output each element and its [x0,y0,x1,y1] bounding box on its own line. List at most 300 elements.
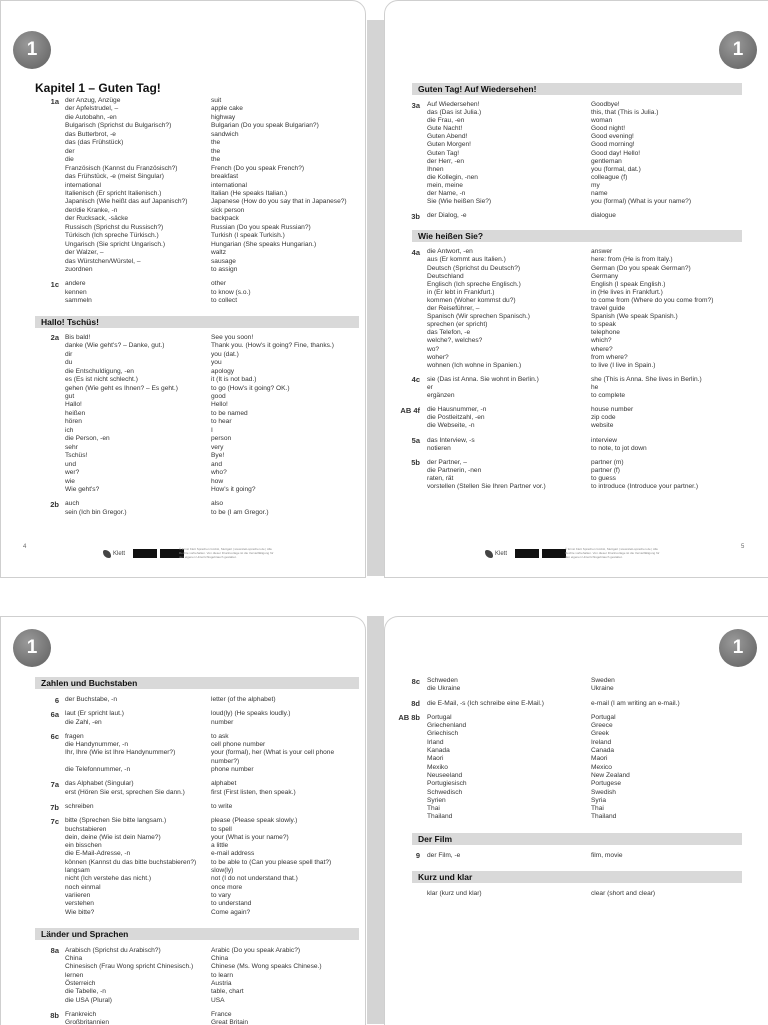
german-term: Deutschland [427,272,464,280]
german-term: der [65,147,75,155]
german-terms [65,803,94,811]
copyright-notice: © Ernst Klett Sprachen GmbH, Stuttgart | www.klett-sprachen.de | Alle Rechte vorbehalten. Von dieser Druckvorlage ist die Vervielfältigung für den eigenen Unterrichtsgebrauch gestattet. [565,547,660,559]
english-translation: number?) [211,757,240,765]
german-term: der Apfelstrudel, – [65,105,119,113]
english-translation: sick person [211,206,245,214]
english-translations [591,890,655,898]
german-term: danke (Wie geht's? – Danke, gut.) [65,342,165,350]
german-terms [427,437,475,453]
german-terms [427,376,539,400]
german-term [65,758,175,766]
english-translation: to learn [211,971,233,979]
english-translation: backpack [211,215,239,223]
german-term: Neuseeland [427,771,463,779]
english-translation: breakfast [211,173,239,181]
page-number: 5 [741,544,745,550]
german-terms [427,406,486,430]
german-term: Französisch (Kannst du Französisch?) [65,164,178,172]
english-translation: once more [211,883,243,891]
german-term: der Reiseführer, – [427,305,480,313]
english-translation: to be able to (Can you please spell that?) [211,858,332,866]
english-translation: Good morning! [591,141,635,149]
english-translation: apple cake [211,105,243,113]
english-translation: which? [591,337,612,345]
english-translation: dialogue [591,212,616,220]
english-translation: Great Britain [211,1019,249,1025]
english-translation: Sweden [591,677,615,684]
english-translation: to come from (Where do you come from?) [591,296,714,304]
german-term: Maori [427,755,444,763]
german-term: Großbritannien [65,1019,109,1025]
section-heading: Wie heißen Sie? [412,230,742,242]
german-term: kennen [65,288,87,296]
german-term: das Würstchen/Würstel, – [65,257,141,265]
german-term: der/die Kranke, -n [65,206,118,214]
german-term: der Buchstabe, -n [65,696,118,703]
german-term: Italienisch (Er spricht Italienisch.) [65,189,162,197]
english-translation: Ukraine [591,685,614,693]
section-heading: Guten Tag! Auf Wiedersehen! [412,83,742,95]
page-number: 4 [23,544,27,550]
exercise-number: 8c [411,676,420,686]
german-term: Russisch (Sprichst du Russisch?) [65,223,164,231]
german-term: kommen (Woher kommst du?) [427,296,516,304]
german-term: Guten Morgen! [427,141,471,149]
english-translation: How's it going? [211,485,256,493]
german-term: die Person, -en [65,435,110,443]
vocabulary-page-7 [384,616,768,1025]
german-term: Wie geht's? [65,485,100,493]
english-translation: your (What is your name?) [211,833,289,841]
english-translation: telephone [591,329,620,337]
chapter-badge: 1 [13,629,51,667]
publisher-logo: Klett [485,549,566,558]
german-term: Englisch (Ich spreche Englisch.) [427,280,521,288]
german-term: wo? [427,345,440,353]
english-translation: Hello! [211,401,228,409]
german-terms [427,714,467,822]
english-translation: to hear [211,418,232,426]
german-term: die E-Mail-Adresse, -n [65,850,131,858]
german-term: Bis bald! [65,333,91,341]
english-translation: I [211,426,213,434]
english-translations [211,280,251,305]
english-translation: phone number [211,766,254,774]
german-term: das Frühstück, -e (meist Singular) [65,173,164,181]
english-translation: number [211,718,234,726]
english-translation: Syria [591,796,607,804]
german-term: Ihnen [427,165,444,173]
german-term: die Zahl, -en [65,718,102,726]
german-terms [65,280,92,305]
english-translation: and [211,460,223,468]
english-translation: first (First listen, then speak.) [211,788,296,796]
german-term: Syrien [427,796,446,804]
english-translation: highway [211,113,236,121]
english-translations [211,334,334,495]
english-translation: Greece [591,722,613,730]
exercise-number: 7c [50,816,59,826]
exercise-number: 5b [411,458,420,468]
german-term: Kanada [427,747,450,755]
english-translation: Swedish [591,788,616,796]
german-terms [65,780,185,797]
german-term: gehen (Wie geht es Ihnen? – Es geht.) [65,384,178,392]
german-term: Tschüs! [65,452,88,460]
english-translation: not (I do not understand that.) [211,875,298,883]
english-translation: to write [211,803,233,810]
english-translation: you (dat.) [211,350,239,358]
section-heading: Hallo! Tschüs! [35,316,359,328]
english-translation: to guess [591,474,616,482]
german-term: in (Er lebt in Frankfurt.) [427,288,495,296]
german-term: Ihr, Ihre (Wie ist Ihre Handynummer?) [65,749,176,757]
english-translation: Canada [591,747,615,755]
german-term: sehr [65,443,78,451]
german-term: die Entschuldigung, -en [65,367,134,375]
english-translation: letter (of the alphabet) [211,696,276,703]
english-translations [211,947,322,1005]
german-terms [65,817,196,917]
english-translation: French (Do you speak French?) [211,164,305,172]
english-translation: Germany [591,272,619,280]
english-translation: international [211,181,247,189]
german-term: wie [65,477,75,485]
exercise-number: 8a [50,946,59,956]
english-translations [211,803,232,811]
german-term: die Autobahn, -en [65,113,117,121]
german-term: Spanisch (Wir sprechen Spanisch.) [427,313,530,321]
english-translation: Greek [591,730,609,738]
german-term: die Hausnummer, -n [427,406,487,414]
english-translation: the [211,147,221,155]
exercise-number: 6c [50,732,59,742]
english-translation: a little [211,842,229,850]
german-term: die Partnerin, -nen [427,466,482,474]
english-translation: answer [591,248,613,256]
german-term: gut [65,392,75,400]
english-translation: Thai [591,805,604,813]
exercise-number: 3b [411,211,420,221]
german-term: Sie (Wie heißen Sie?) [427,198,492,206]
english-translation: in (He lives in Frankfurt.) [591,288,663,296]
exercise-number: 2a [50,333,59,343]
english-translation: Japanese (How do you say that in Japanese?) [211,198,347,206]
german-term: der Film, -e [427,851,461,859]
english-translation: to introduce (Introduce your partner.) [591,482,699,490]
german-term: dein, deine (Wie ist dein Name?) [65,833,161,841]
english-translation: from where? [591,353,628,361]
german-term: der Name, -n [427,190,466,198]
german-term: Griechenland [427,722,467,730]
english-translation: to assign [211,266,238,274]
german-term: Deutsch (Sprichst du Deutsch?) [427,264,521,272]
english-translations [591,459,698,491]
german-term: die Telefonnummer, -n [65,766,131,774]
exercise-number: 1a [50,96,59,106]
german-term: welche?, welches? [427,337,483,345]
german-term: klar (kurz und klar) [427,890,482,898]
german-term: Auf Wiedersehen! [427,101,480,108]
german-term: buchstabieren [65,825,107,833]
german-term: mein, meine [427,181,463,189]
exercise-number: 1c [50,279,59,289]
english-translation: Bulgarian (Do you speak Bulgarian?) [211,122,319,130]
german-term: Griechisch [427,730,459,738]
german-term: aus (Er kommt aus Italien.) [427,256,506,264]
chapter-badge: 1 [13,31,51,69]
english-translation: who? [211,469,227,477]
english-translation: Come again? [211,908,251,916]
english-translation: interview [591,436,618,444]
exercise-number: 6 [54,695,59,705]
english-translation: how [211,477,224,485]
english-translation: other [211,280,227,288]
english-translation: Austria [211,980,232,988]
english-translation: to be named [211,409,248,417]
english-translations [591,677,615,694]
english-translation: cell phone number [211,741,266,749]
english-translation: to complete [591,392,626,400]
english-translation: Mexico [591,763,612,771]
german-terms [65,1011,109,1025]
english-translation: person [211,435,232,443]
exercise-number: 6a [50,709,59,719]
german-terms [65,733,175,774]
german-term: der Anzug, Anzüge [65,97,121,104]
english-translation: where? [591,345,613,353]
german-term: sein (Ich bin Gregor.) [65,508,127,516]
english-translations [591,437,647,453]
german-term: Hallo! [65,401,82,409]
german-term: Wie bitte? [65,908,95,916]
english-translation: Thailand [591,813,617,821]
german-term: der Herr, -en [427,157,465,165]
english-translation: English (I speak English.) [591,280,666,288]
german-term: Österreich [65,980,96,988]
german-term: es (Es ist nicht schlecht.) [65,376,138,384]
english-translation: e-mail (I am writing an e-mail.) [591,699,680,707]
exercise-number: 7a [50,779,59,789]
english-translations [211,710,290,727]
german-terms [65,710,124,727]
german-terms [427,852,460,860]
vocabulary-page-4 [0,0,366,578]
exercise-number: AB 4f [400,405,420,415]
german-term: bitte (Sprechen Sie bitte langsam.) [65,817,167,825]
german-term: woher? [427,353,449,361]
english-translation: you (formal, dat.) [591,165,641,173]
german-term: die Postleitzahl, -en [427,414,485,422]
english-translation: German (Do you speak German?) [591,264,691,272]
german-term: Guten Tag! [427,149,460,157]
english-translations [211,1011,248,1025]
german-term: Schwedisch [427,788,463,796]
exercise-number: 8b [50,1010,59,1020]
exercise-number: 3a [411,100,420,110]
german-term: Portugiesisch [427,780,467,788]
english-translation: apology [211,367,235,375]
english-translation: zip code [591,414,616,422]
german-term: die USA (Plural) [65,996,112,1004]
english-translation: sausage [211,257,236,265]
exercise-number: 4a [411,247,420,257]
german-term: vorstellen (Stellen Sie Ihren Partner vor.) [427,482,546,490]
german-terms [427,459,546,491]
english-translations [591,212,616,220]
german-term: Arabisch (Sprichst du Arabisch?) [65,946,161,954]
binding-gutter [367,616,384,1024]
german-term: andere [65,280,86,288]
english-translation: Italian (He speaks Italian.) [211,189,288,197]
section-heading: Länder und Sprachen [35,928,359,940]
english-translation: USA [211,996,225,1004]
english-translations [211,733,334,774]
english-translation: alphabet [211,780,237,788]
exercise-number: 8d [411,699,420,709]
english-translation: house number [591,406,634,414]
english-translation: table, chart [211,988,244,996]
english-translation: suit [211,97,222,104]
german-terms [65,97,187,275]
german-term: zuordnen [65,266,93,274]
german-terms [427,101,491,206]
english-translation: loud(ly) (He speaks loudly.) [211,710,291,718]
german-term: das Telefon, -e [427,329,471,337]
german-terms [427,890,482,898]
german-term: sammeln [65,297,92,305]
english-translation: Good evening! [591,133,634,141]
german-term: das (das Frühstück) [65,139,124,147]
german-term: die Webseite, -n [427,422,475,430]
english-translation: to vary [211,891,231,899]
english-translation: woman [591,117,613,125]
german-term: variieren [65,891,91,899]
german-term: heißen [65,409,86,417]
german-terms [427,700,544,708]
exercise-number: 4c [411,375,420,385]
english-translations [211,500,269,517]
english-translation: Turkish (I speak Turkish.) [211,232,285,240]
english-translation: the [211,139,221,147]
german-term: und [65,460,77,468]
english-translation: New Zealand [591,771,630,779]
english-translation: colleague (f) [591,173,628,181]
german-term: dir [65,350,73,358]
english-translations [591,406,633,430]
german-term: die Frau, -en [427,117,465,125]
german-term: laut (Er spricht laut.) [65,710,124,718]
german-term: Japanisch (Wie heißt das auf Japanisch?) [65,198,188,206]
german-term: Ungarisch (Sie spricht Ungarisch.) [65,240,166,248]
german-terms [65,334,178,495]
english-translations [591,852,623,860]
german-term: auch [65,500,80,508]
english-translation: Spanish (We speak Spanish.) [591,313,678,321]
exercise-number: 9 [415,851,420,861]
english-translation: sandwich [211,130,239,138]
german-term: der Partner, – [427,458,467,466]
german-term: Frankreich [65,1011,97,1018]
german-term: noch einmal [65,883,101,891]
german-term: international [65,181,101,189]
english-translations [591,700,680,708]
german-term: Chinesisch (Frau Wong spricht Chinesisch.) [65,963,194,971]
section-heading: Der Film [412,833,742,845]
english-translation: to spell [211,825,232,833]
english-translation: to go (How's it going? OK.) [211,384,290,392]
exercise-number: AB 8b [398,713,420,723]
english-translation: e-mail address [211,850,255,858]
german-terms [427,248,530,369]
english-translation: Bye! [211,452,225,460]
german-term: raten, rät [427,474,454,482]
english-translation: here: from (He is from Italy.) [591,256,673,264]
english-translations [211,97,347,275]
english-translation: to live (I live in Spain.) [591,361,656,369]
german-term: das Butterbrot, -e [65,130,116,138]
german-term: erst (Hören Sie erst, sprechen Sie dann.) [65,788,185,796]
english-translation: Maori [591,755,608,763]
english-translations [591,101,691,206]
german-term: das Interview, -s [427,436,475,444]
english-translation: partner (f) [591,466,620,474]
english-translation: this, that (This is Julia.) [591,109,659,117]
english-translation: you [211,359,222,367]
english-translation: to speak [591,321,616,329]
english-translation: clear (short and clear) [591,890,656,898]
german-terms [427,677,460,694]
english-translation: Thank you. (How's it going? Fine, thanks.) [211,342,334,350]
english-translation: to collect [211,297,238,305]
german-term: die Ukraine [427,685,461,693]
english-translation: good [211,392,226,400]
english-translation: waltz [211,249,227,257]
english-translation: also [211,500,224,508]
german-term: Thai [427,805,440,813]
german-term: der Walzer, – [65,249,104,257]
english-translation: Arabic (Do you speak Arabic?) [211,946,301,954]
binding-gutter [367,20,384,576]
page-title: Kapitel 1 – Guten Tag! [35,81,161,95]
german-terms [65,500,127,517]
german-term: er [427,383,433,391]
german-term: Thailand [427,813,453,821]
english-translation: Russian (Do you speak Russian?) [211,223,311,231]
vocabulary-page-6 [0,616,366,1025]
english-translations [591,714,630,822]
english-translation: to know (s.o.) [211,288,251,296]
english-translation: Good day! Hello! [591,149,641,157]
german-term: Schweden [427,677,458,684]
vocabulary-page-5 [384,0,768,578]
german-term: sie (Das ist Anna. Sie wohnt in Berlin.) [427,375,539,383]
english-translations [211,817,331,917]
english-translation: the [211,156,221,164]
english-translation: very [211,443,224,451]
german-term: Mexiko [427,763,448,771]
english-translation: Chinese (Ms. Wong speaks Chinese.) [211,963,322,971]
german-term: sprechen (er spricht) [427,321,488,329]
exercise-number: 5a [411,436,420,445]
section-heading: Kurz und klar [412,871,742,883]
german-term: ich [65,426,74,434]
chapter-badge: 1 [719,31,757,69]
english-translation: to ask [211,732,229,740]
english-translation: to understand [211,900,252,908]
english-translation: Ireland [591,738,612,746]
english-translation: film, movie [591,851,623,859]
